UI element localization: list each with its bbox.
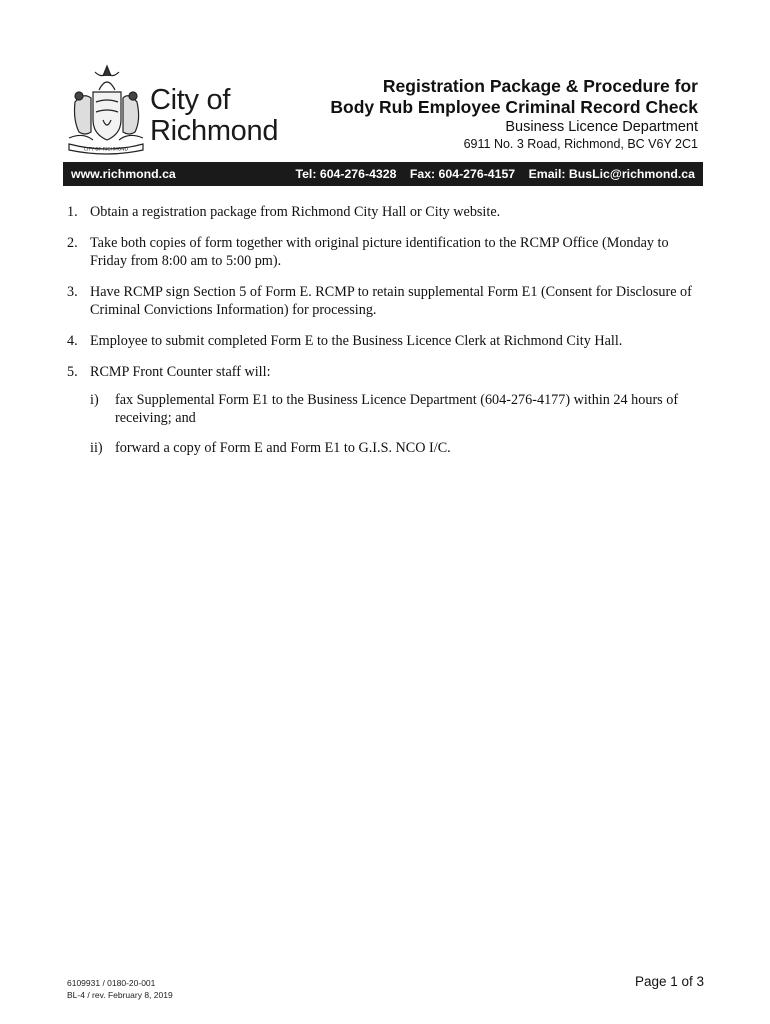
step-text: Take both copies of form together with original picture identification to the RCMP Office (Monday to Friday from 8:00 am to 5:00 pm). xyxy=(90,235,669,269)
city-name-line1: City of xyxy=(150,84,231,116)
procedure-steps xyxy=(67,203,707,470)
document-header xyxy=(330,76,698,153)
substep-number: ii) xyxy=(90,440,103,456)
list-item xyxy=(67,363,707,457)
document-reference xyxy=(67,977,173,1001)
seal-text: CITY OF RICHMOND xyxy=(83,147,129,153)
step-number: 1. xyxy=(67,204,78,220)
step-text: Obtain a registration package from Richmond City Hall or City website. xyxy=(90,204,501,220)
city-name-line2: Richmond xyxy=(150,115,279,147)
email-link[interactable]: Email: BusLic@richmond.ca xyxy=(528,167,695,181)
department-address: 6911 No. 3 Road, Richmond, BC V6Y 2C1 xyxy=(463,137,698,151)
step-number: 3. xyxy=(67,284,78,300)
step-text: Have RCMP sign Section 5 of Form E. RCMP to retain supplemental Form E1 (Consent for Disclosure of Criminal Convictions Information) for processing. xyxy=(90,284,692,318)
step-number: 2. xyxy=(67,235,78,251)
department-name: Business Licence Department xyxy=(505,119,698,135)
telephone-number: Tel: 604-276-4328 xyxy=(295,167,397,181)
coat-of-arms-icon xyxy=(63,62,149,156)
title-line1: Registration Package & Procedure for xyxy=(382,76,698,96)
sub-list-item xyxy=(90,439,707,457)
city-name xyxy=(150,85,278,147)
revision-date: BL-4 / rev. February 8, 2019 xyxy=(67,990,173,1000)
list-item xyxy=(67,283,707,319)
title-line2: Body Rub Employee Criminal Record Check xyxy=(330,97,698,117)
fax-number: Fax: 604-276-4157 xyxy=(409,167,516,181)
contact-bar xyxy=(63,162,703,186)
substep-text: forward a copy of Form E and Form E1 to G.I.S. NCO I/C. xyxy=(115,440,451,456)
list-item xyxy=(67,234,707,270)
step-text: Employee to submit completed Form E to the Business Licence Clerk at Richmond City Hall. xyxy=(90,333,623,349)
list-item xyxy=(67,332,707,350)
step-number: 4. xyxy=(67,333,78,349)
list-item xyxy=(67,203,707,221)
sub-list-item xyxy=(90,391,707,427)
document-number: 6109931 / 0180-20-001 xyxy=(67,978,156,988)
contact-details xyxy=(285,167,695,181)
substep-number: i) xyxy=(90,392,99,408)
website-link[interactable]: www.richmond.ca xyxy=(71,167,176,181)
page-number: Page 1 of 3 xyxy=(634,974,704,989)
substep-text: fax Supplemental Form E1 to the Business Licence Department (604-276-4177) within 24 hours of receiving; and xyxy=(115,392,679,426)
step-number: 5. xyxy=(67,364,78,380)
step-text: RCMP Front Counter staff will: xyxy=(90,364,271,380)
